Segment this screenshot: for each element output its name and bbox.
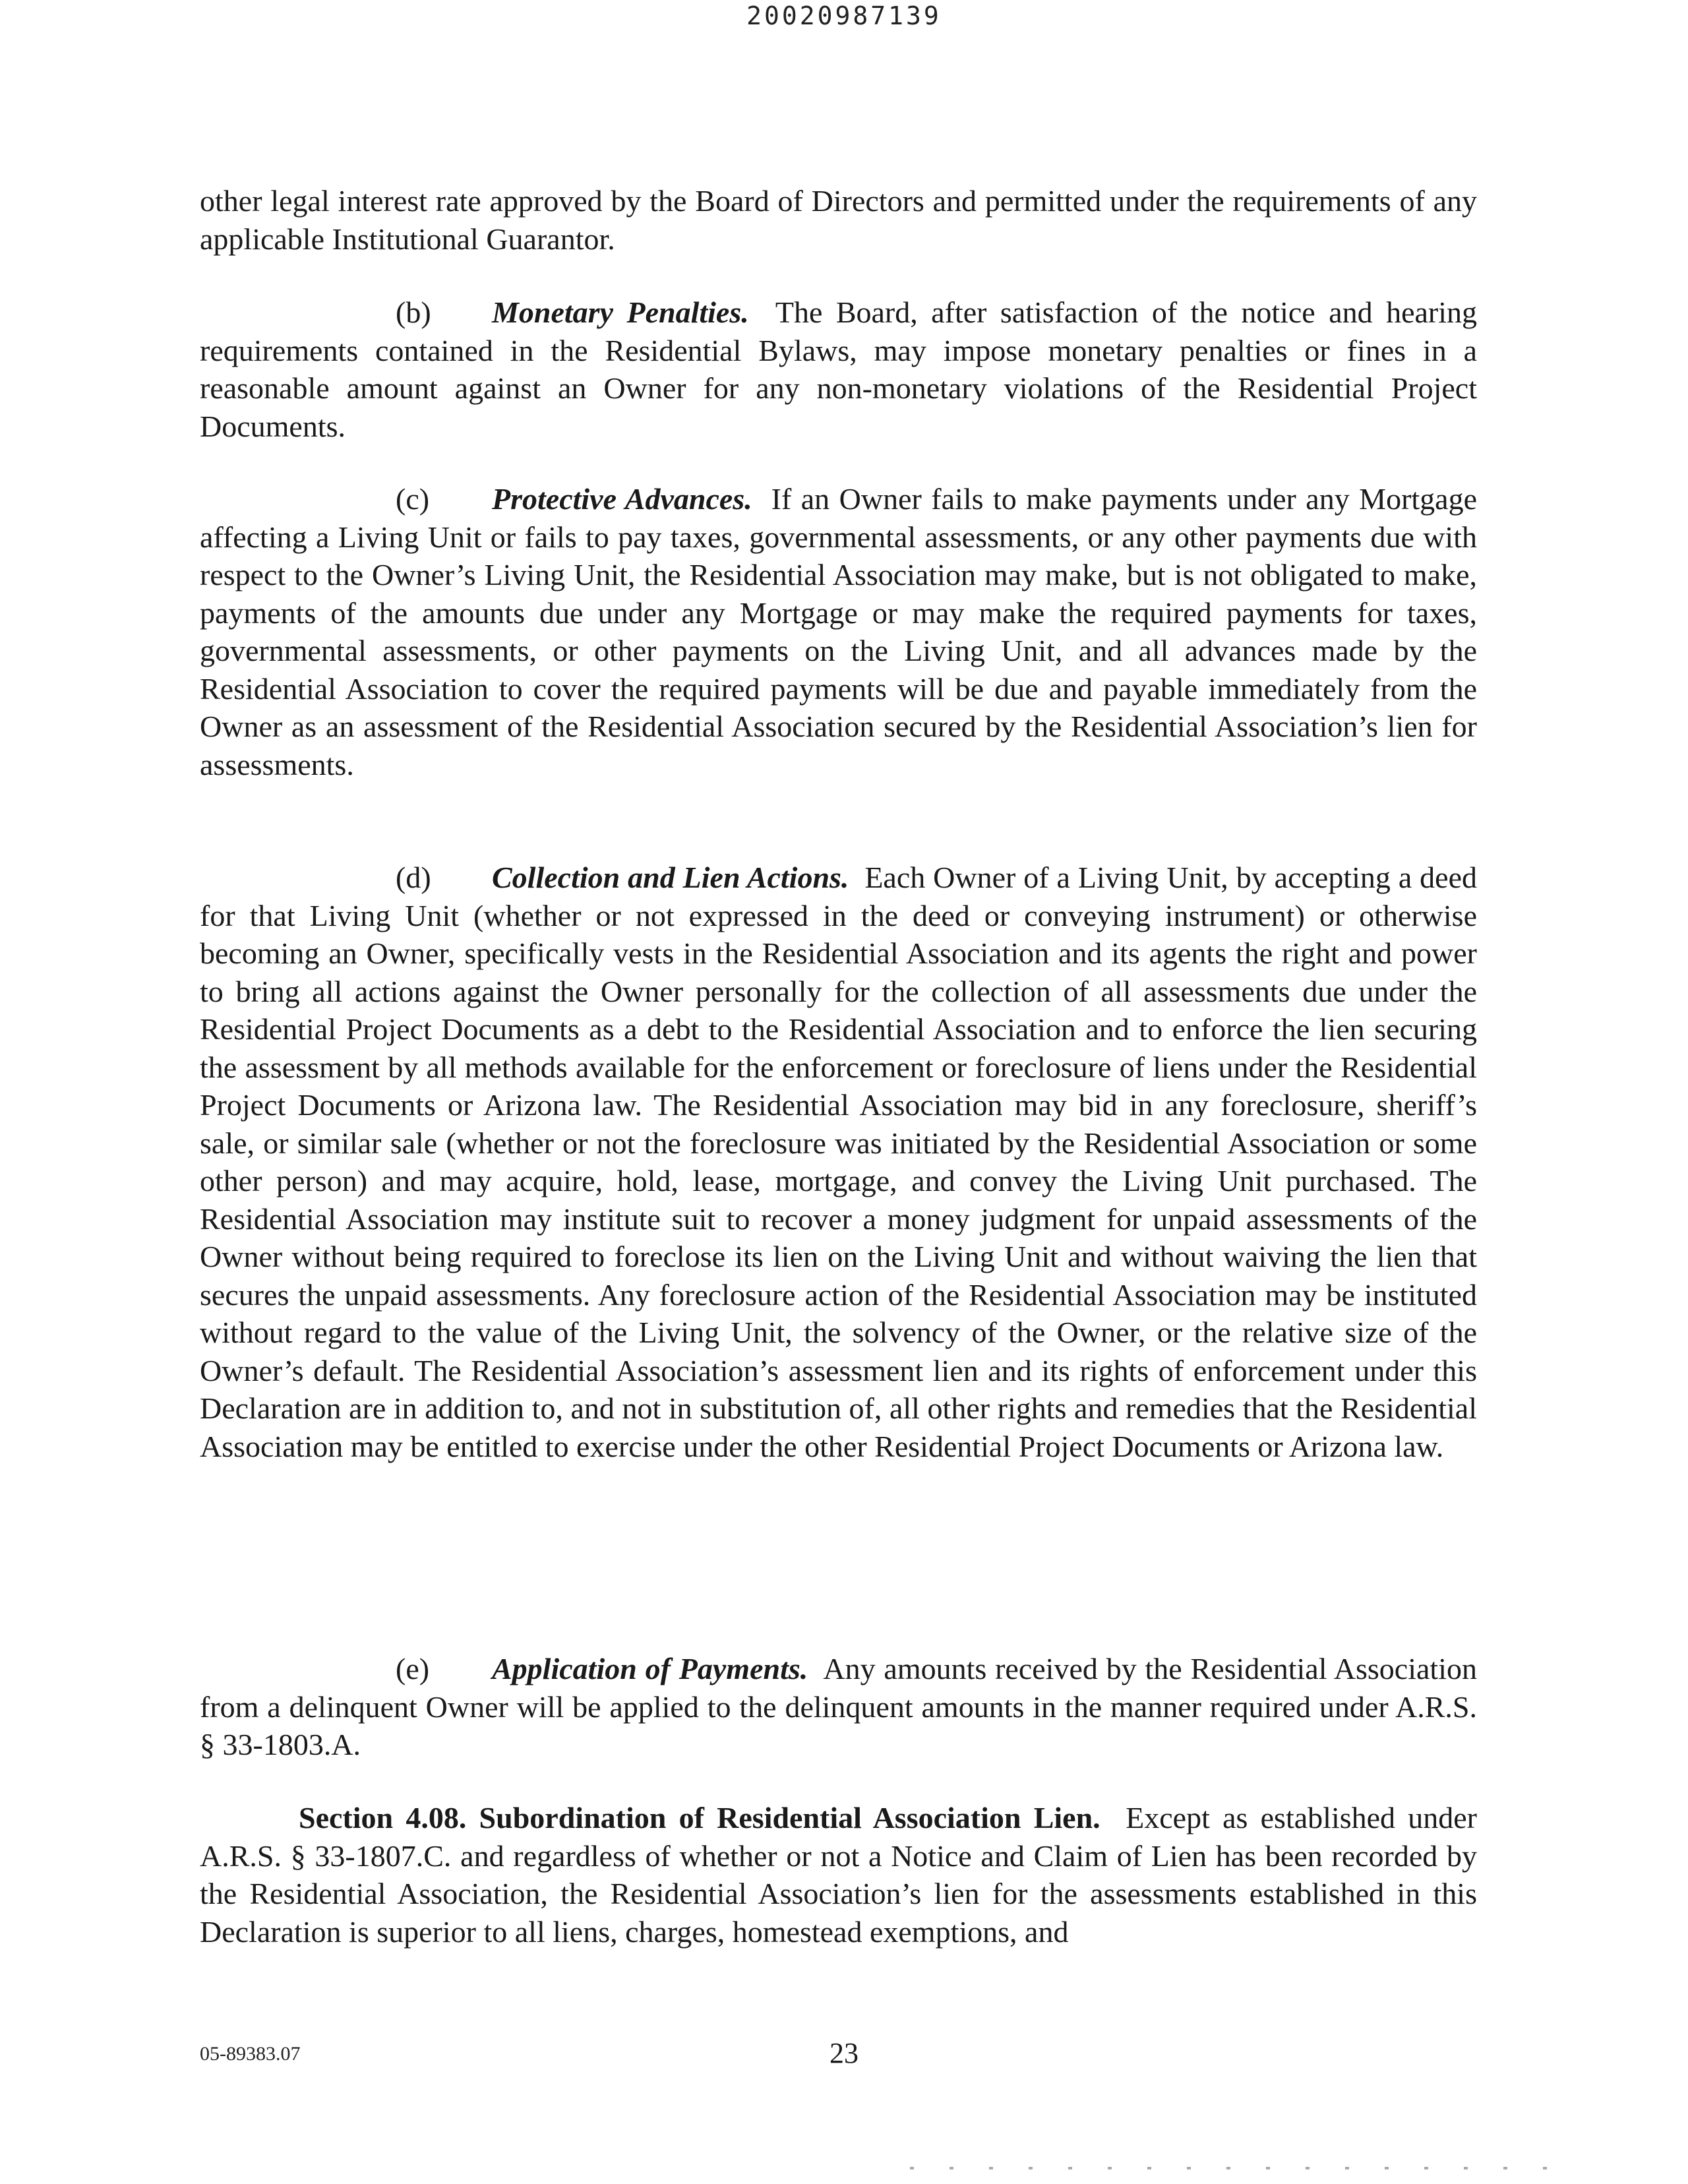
paragraph-c-title: Protective Advances. bbox=[492, 482, 752, 516]
continuation-text: other legal interest rate approved by the Board of Directors and permitted under the requirements of any applicable Institutional Guarantor. bbox=[200, 184, 1477, 256]
section-4-08-text: Except as established under A.R.S. § 33-1807.C. and regardless of whether or not a Notice and Claim of Lien has been recorded by the Residential Association, the Residential Association’s lien for the assessments established in this Declaration is superior to all liens, charges, homestead exemptions, and bbox=[200, 1801, 1477, 1949]
paragraph-b bbox=[200, 293, 1477, 445]
continuation-paragraph bbox=[200, 182, 1477, 258]
paragraph-c-text: If an Owner fails to make payments under any Mortgage affecting a Living Unit or fails to pay taxes, governmental assessments, or any other payments due with respect to the Owner’s Living Unit, the Residential Association may make, but is not obligated to make, payments of the amounts due under any Mortgage or may make the required payments for taxes, governmental assessments, or other payments on the Living Unit, and all advances made by the Residential Association to cover the required payments will be due and payable immediately from the Owner as an assessment of the Residential Association secured by the Residential Association’s lien for assessments. bbox=[200, 482, 1478, 781]
paragraph-c bbox=[200, 480, 1477, 783]
paragraph-b-letter: (b) bbox=[396, 295, 431, 329]
scan-artifact bbox=[910, 2167, 1569, 2169]
paragraph-e bbox=[200, 1650, 1477, 1764]
paragraph-b-text: The Board, after satisfaction of the notice and hearing requirements contained in the Residential Bylaws, may impose monetary penalties or fines in a reasonable amount against an Owner for any non-monetary violations of the Residential Project Documents. bbox=[200, 295, 1478, 443]
section-4-08 bbox=[200, 1799, 1477, 1951]
page-number: 23 bbox=[829, 2037, 859, 2069]
paragraph-e-text: Any amounts received by the Residential Association from a delinquent Owner will be applied to the delinquent amounts in the manner required under A.R.S. § 33-1803.A. bbox=[200, 1652, 1477, 1761]
paragraph-c-letter: (c) bbox=[396, 482, 430, 516]
document-number: 20020987139 bbox=[746, 1, 942, 30]
paragraph-d-letter: (d) bbox=[396, 861, 431, 894]
paragraph-d-title: Collection and Lien Actions. bbox=[492, 861, 849, 894]
paragraph-d-text: Each Owner of a Living Unit, by accepting a deed for that Living Unit (whether or not expressed in the deed or conveying instrument) or otherwise becoming an Owner, specifically vests in the Residential Association and its agents the right and power to bring all actions against the Owner personally for the collection of all assessments due under the Residential Project Documents as a debt to the Residential Association and to enforce the lien securing the assessment by all methods available for the enforcement or foreclosure of liens under the Residential Project Documents or Arizona law. The Residential Association may bid in any foreclosure, sheriff’s sale, or similar sale (whether or not the foreclosure was initiated by the Residential Association or some other person) and may acquire, hold, lease, mortgage, and convey the Living Unit purchased. The Residential Association may institute suit to recover a money judgment for unpaid assessments of the Owner without being required to foreclose its lien on the Living Unit and without waiving the lien that secures the unpaid assessments. Any foreclosure action of the Residential Association may be instituted without regard to the value of the Living Unit, the solvency of the Owner, or the relative size of the Owner’s default. The Residential Association’s assessment lien and its rights of enforcement under this Declaration are in addition to, and not in substitution of, all other rights and remedies that the Residential Association may be entitled to exercise under the other Residential Project Documents or Arizona law. bbox=[200, 861, 1478, 1463]
paragraph-e-letter: (e) bbox=[396, 1652, 430, 1685]
footer-document-id: 05-89383.07 bbox=[200, 2043, 301, 2065]
paragraph-e-title: Application of Payments. bbox=[492, 1652, 808, 1685]
section-4-08-title: Section 4.08. Subordination of Residential Association Lien. bbox=[299, 1801, 1100, 1835]
paragraph-d bbox=[200, 859, 1477, 1465]
paragraph-b-title: Monetary Penalties. bbox=[492, 295, 749, 329]
